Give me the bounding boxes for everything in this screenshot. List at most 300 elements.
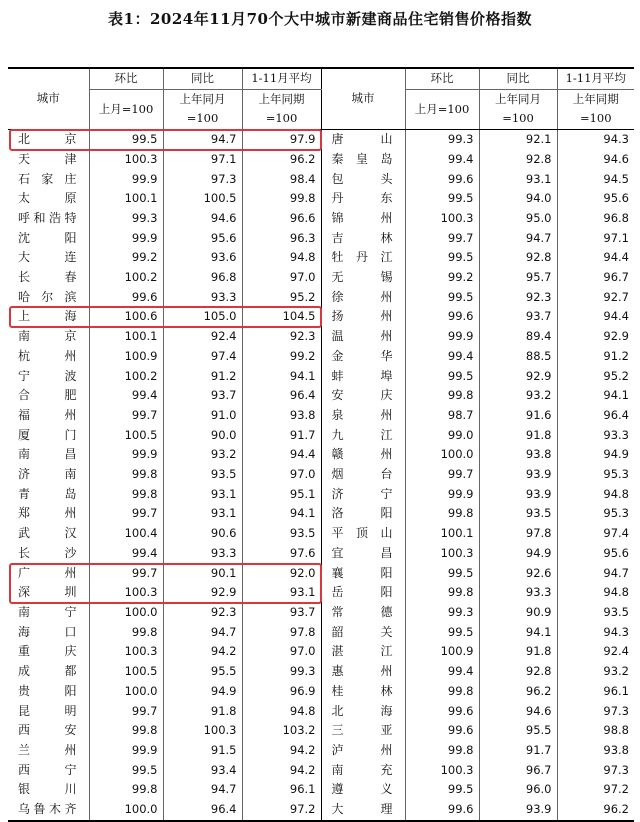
- mom-cell-right: 100.3: [405, 544, 479, 564]
- mom-cell-left: 100.6: [89, 307, 163, 327]
- table-row: [8, 524, 634, 544]
- avg-cell-right: 94.4: [557, 307, 634, 327]
- city-cell-left: 重庆: [18, 644, 77, 659]
- mom-cell-left: 99.8: [89, 485, 163, 505]
- mom-cell-left: 100.3: [89, 150, 163, 170]
- city-cell-left: 南昌: [18, 447, 77, 462]
- avg-cell-right: 94.8: [557, 583, 634, 603]
- city-cell-right: 桂林: [321, 682, 405, 702]
- mom-cell-left: 100.0: [89, 682, 163, 702]
- header-avg-left: 1-11月平均: [242, 68, 321, 89]
- avg-cell-right: 96.4: [557, 406, 634, 426]
- yoy-cell-right: 93.7: [479, 307, 557, 327]
- yoy-cell-right: 91.7: [479, 741, 557, 761]
- avg-cell-right: 92.7: [557, 288, 634, 308]
- table-row: [8, 682, 634, 702]
- yoy-cell-left: 91.8: [163, 702, 242, 722]
- yoy-cell-right: 91.6: [479, 406, 557, 426]
- mom-cell-left: 100.1: [89, 189, 163, 209]
- yoy-cell-left: 92.9: [163, 583, 242, 603]
- table-row: [8, 761, 634, 781]
- avg-cell-right: 93.3: [557, 426, 634, 446]
- city-cell-left: 宁波: [18, 368, 77, 383]
- avg-cell-left: 96.6: [242, 209, 321, 229]
- mom-cell-right: 100.3: [405, 761, 479, 781]
- mom-cell-left: 99.4: [89, 386, 163, 406]
- mom-cell-right: 100.0: [405, 445, 479, 465]
- mom-cell-right: 100.9: [405, 642, 479, 662]
- yoy-cell-left: 93.2: [163, 445, 242, 465]
- header-yoy-sub-left: 上年同月 =100: [163, 89, 242, 129]
- city-cell-right: 金华: [321, 347, 405, 367]
- yoy-cell-right: 92.8: [479, 662, 557, 682]
- city-cell-right: 蚌埠: [321, 367, 405, 387]
- mom-cell-right: 99.2: [405, 268, 479, 288]
- city-cell-left: 大连: [18, 250, 77, 265]
- table-row: [8, 406, 634, 426]
- avg-cell-left: 97.8: [242, 623, 321, 643]
- city-cell-right: 吉林: [321, 229, 405, 249]
- city-cell-right: 北海: [321, 702, 405, 722]
- avg-cell-right: 96.7: [557, 268, 634, 288]
- yoy-cell-left: 94.9: [163, 682, 242, 702]
- header-yoy-left: 同比: [163, 68, 242, 89]
- header-avg-sub-left: 上年同期 =100: [242, 89, 321, 129]
- table-row: [8, 327, 634, 347]
- table-row: [8, 150, 634, 170]
- city-cell-left: 北京: [18, 132, 77, 147]
- mom-cell-right: 99.7: [405, 229, 479, 249]
- yoy-cell-left: 90.0: [163, 426, 242, 446]
- yoy-cell-left: 94.7: [163, 623, 242, 643]
- mom-cell-right: 100.1: [405, 524, 479, 544]
- yoy-cell-right: 94.9: [479, 544, 557, 564]
- mom-cell-left: 99.3: [89, 209, 163, 229]
- city-cell-right: 温州: [321, 327, 405, 347]
- mom-cell-right: 99.8: [405, 583, 479, 603]
- yoy-cell-left: 93.4: [163, 761, 242, 781]
- yoy-cell-right: 89.4: [479, 327, 557, 347]
- yoy-cell-left: 97.1: [163, 150, 242, 170]
- city-cell-right: 丹东: [321, 189, 405, 209]
- yoy-cell-right: 93.1: [479, 170, 557, 190]
- mom-cell-right: 99.0: [405, 426, 479, 446]
- mom-cell-left: 99.7: [89, 406, 163, 426]
- table-row: [8, 130, 634, 150]
- yoy-cell-left: 94.2: [163, 642, 242, 662]
- yoy-cell-right: 94.0: [479, 189, 557, 209]
- city-cell-left: 武汉: [18, 526, 77, 541]
- yoy-cell-left: 91.0: [163, 406, 242, 426]
- yoy-cell-left: 97.4: [163, 347, 242, 367]
- avg-cell-right: 95.3: [557, 465, 634, 485]
- city-cell-left: 青岛: [18, 486, 77, 501]
- avg-cell-left: 91.7: [242, 426, 321, 446]
- mom-cell-left: 99.8: [89, 780, 163, 800]
- yoy-cell-right: 93.9: [479, 465, 557, 485]
- city-cell-left: 长春: [18, 270, 77, 285]
- avg-cell-left: 97.0: [242, 642, 321, 662]
- city-cell-right: 无锡: [321, 268, 405, 288]
- table-row: [8, 623, 634, 643]
- avg-cell-right: 96.8: [557, 209, 634, 229]
- yoy-cell-left: 93.1: [163, 485, 242, 505]
- city-cell-left: 杭州: [18, 348, 77, 363]
- header-mom-left: 环比: [89, 68, 163, 89]
- mom-cell-left: 99.8: [89, 721, 163, 741]
- avg-cell-right: 95.3: [557, 504, 634, 524]
- table-row: [8, 662, 634, 682]
- mom-cell-left: 100.5: [89, 662, 163, 682]
- yoy-cell-right: 93.5: [479, 504, 557, 524]
- avg-cell-right: 94.1: [557, 386, 634, 406]
- avg-cell-right: 97.1: [557, 229, 634, 249]
- city-cell-left: 广州: [18, 565, 77, 580]
- table-row: [8, 347, 634, 367]
- yoy-cell-right: 93.9: [479, 485, 557, 505]
- avg-cell-right: 91.2: [557, 347, 634, 367]
- avg-cell-left: 93.5: [242, 524, 321, 544]
- city-cell-left: 福州: [18, 407, 77, 422]
- city-cell-right: 南充: [321, 761, 405, 781]
- table-row: [8, 229, 634, 249]
- avg-cell-right: 97.4: [557, 524, 634, 544]
- table-row: [8, 367, 634, 387]
- mom-cell-left: 100.4: [89, 524, 163, 544]
- mom-cell-right: 99.8: [405, 386, 479, 406]
- city-cell-right: 常德: [321, 603, 405, 623]
- mom-cell-right: 99.5: [405, 367, 479, 387]
- city-cell-right: 惠州: [321, 662, 405, 682]
- avg-cell-right: 93.5: [557, 603, 634, 623]
- mom-cell-right: 99.3: [405, 603, 479, 623]
- city-cell-right: 洛阳: [321, 504, 405, 524]
- mom-cell-left: 100.3: [89, 583, 163, 603]
- city-cell-right: 烟台: [321, 465, 405, 485]
- mom-cell-left: 100.2: [89, 367, 163, 387]
- avg-cell-right: 97.3: [557, 761, 634, 781]
- city-cell-left: 深圳: [18, 585, 77, 600]
- city-cell-left: 厦门: [18, 427, 77, 442]
- table-row: [8, 288, 634, 308]
- mom-cell-right: 99.8: [405, 741, 479, 761]
- city-cell-right: 三亚: [321, 721, 405, 741]
- yoy-cell-left: 93.6: [163, 248, 242, 268]
- mom-cell-right: 99.6: [405, 702, 479, 722]
- city-cell-left: 呼和浩特: [18, 210, 77, 225]
- avg-cell-right: 94.6: [557, 150, 634, 170]
- yoy-cell-left: 92.3: [163, 603, 242, 623]
- header-avg-sub-right: 上年同期 =100: [557, 89, 634, 129]
- mom-cell-right: 99.6: [405, 307, 479, 327]
- avg-cell-right: 94.3: [557, 130, 634, 150]
- header-city-right: 城市: [321, 68, 405, 130]
- yoy-cell-left: 91.5: [163, 741, 242, 761]
- table-row: [8, 189, 634, 209]
- mom-cell-right: 99.6: [405, 170, 479, 190]
- mom-cell-left: 99.6: [89, 288, 163, 308]
- table-row: [8, 780, 634, 800]
- table-row: [8, 800, 634, 821]
- yoy-cell-right: 90.9: [479, 603, 557, 623]
- table-row: [8, 307, 634, 327]
- mom-cell-left: 100.1: [89, 327, 163, 347]
- mom-cell-right: 99.5: [405, 288, 479, 308]
- city-cell-left: 西安: [18, 723, 77, 738]
- avg-cell-left: 94.8: [242, 248, 321, 268]
- yoy-cell-right: 95.0: [479, 209, 557, 229]
- yoy-cell-left: 96.8: [163, 268, 242, 288]
- mom-cell-left: 99.9: [89, 229, 163, 249]
- mom-cell-left: 99.7: [89, 504, 163, 524]
- mom-cell-right: 99.9: [405, 485, 479, 505]
- city-cell-left: 天津: [18, 151, 77, 166]
- city-cell-right: 襄阳: [321, 564, 405, 584]
- avg-cell-left: 103.2: [242, 721, 321, 741]
- table-row: [8, 603, 634, 623]
- mom-cell-right: 99.4: [405, 347, 479, 367]
- mom-cell-right: 99.4: [405, 150, 479, 170]
- yoy-cell-left: 100.5: [163, 189, 242, 209]
- avg-cell-right: 94.7: [557, 564, 634, 584]
- table-row: [8, 564, 634, 584]
- avg-cell-left: 97.0: [242, 268, 321, 288]
- mom-cell-left: 100.3: [89, 642, 163, 662]
- table-row: [8, 544, 634, 564]
- avg-cell-left: 96.1: [242, 780, 321, 800]
- city-cell-right: 包头: [321, 170, 405, 190]
- avg-cell-right: 92.4: [557, 642, 634, 662]
- avg-cell-right: 95.2: [557, 367, 634, 387]
- yoy-cell-left: 93.5: [163, 465, 242, 485]
- yoy-cell-left: 93.3: [163, 544, 242, 564]
- avg-cell-left: 97.0: [242, 465, 321, 485]
- mom-cell-left: 99.4: [89, 544, 163, 564]
- table-body: [8, 130, 634, 821]
- header-avg-right: 1-11月平均: [557, 68, 634, 89]
- mom-cell-left: 99.9: [89, 445, 163, 465]
- mom-cell-left: 100.9: [89, 347, 163, 367]
- city-cell-left: 上海: [18, 309, 77, 324]
- city-cell-left: 合肥: [18, 388, 77, 403]
- avg-cell-left: 94.2: [242, 761, 321, 781]
- avg-cell-left: 97.2: [242, 800, 321, 821]
- city-cell-right: 韶关: [321, 623, 405, 643]
- mom-cell-left: 99.5: [89, 761, 163, 781]
- avg-cell-left: 95.2: [242, 288, 321, 308]
- avg-cell-right: 97.3: [557, 702, 634, 722]
- avg-cell-right: 98.8: [557, 721, 634, 741]
- city-cell-right: 安庆: [321, 386, 405, 406]
- city-cell-left: 郑州: [18, 506, 77, 521]
- yoy-cell-left: 100.3: [163, 721, 242, 741]
- city-cell-right: 扬州: [321, 307, 405, 327]
- yoy-cell-left: 91.2: [163, 367, 242, 387]
- city-cell-right: 徐州: [321, 288, 405, 308]
- mom-cell-left: 100.0: [89, 603, 163, 623]
- table-row: [8, 504, 634, 524]
- yoy-cell-right: 95.7: [479, 268, 557, 288]
- avg-cell-left: 94.2: [242, 741, 321, 761]
- avg-cell-right: 93.2: [557, 662, 634, 682]
- mom-cell-left: 99.7: [89, 702, 163, 722]
- table-row: [8, 426, 634, 446]
- city-cell-right: 泸州: [321, 741, 405, 761]
- avg-cell-left: 99.3: [242, 662, 321, 682]
- mom-cell-right: 99.7: [405, 465, 479, 485]
- yoy-cell-right: 92.3: [479, 288, 557, 308]
- mom-cell-right: 99.6: [405, 800, 479, 821]
- table-row: [8, 170, 634, 190]
- avg-cell-left: 98.4: [242, 170, 321, 190]
- avg-cell-left: 93.7: [242, 603, 321, 623]
- avg-cell-left: 97.6: [242, 544, 321, 564]
- mom-cell-left: 99.5: [89, 130, 163, 150]
- yoy-cell-left: 94.7: [163, 130, 242, 150]
- yoy-cell-right: 93.3: [479, 583, 557, 603]
- avg-cell-right: 96.2: [557, 800, 634, 821]
- yoy-cell-right: 91.8: [479, 642, 557, 662]
- avg-cell-left: 96.4: [242, 386, 321, 406]
- mom-cell-right: 99.8: [405, 504, 479, 524]
- city-cell-right: 锦州: [321, 209, 405, 229]
- mom-cell-right: 99.5: [405, 248, 479, 268]
- mom-cell-right: 99.5: [405, 780, 479, 800]
- city-cell-left: 银川: [18, 782, 77, 797]
- city-cell-left: 济南: [18, 467, 77, 482]
- avg-cell-left: 99.2: [242, 347, 321, 367]
- mom-cell-left: 99.8: [89, 623, 163, 643]
- avg-cell-left: 96.9: [242, 682, 321, 702]
- city-cell-left: 沈阳: [18, 230, 77, 245]
- city-cell-left: 哈尔滨: [18, 289, 77, 304]
- yoy-cell-right: 93.2: [479, 386, 557, 406]
- yoy-cell-left: 90.6: [163, 524, 242, 544]
- yoy-cell-left: 94.6: [163, 209, 242, 229]
- avg-cell-left: 94.1: [242, 504, 321, 524]
- table-row: [8, 702, 634, 722]
- yoy-cell-right: 91.8: [479, 426, 557, 446]
- mom-cell-left: 100.5: [89, 426, 163, 446]
- city-cell-right: 唐山: [321, 130, 405, 150]
- table-row: [8, 268, 634, 288]
- table-row: [8, 209, 634, 229]
- table-row: [8, 642, 634, 662]
- mom-cell-left: 100.0: [89, 800, 163, 821]
- table-title: 表1：2024年11月70个大中城市新建商品住宅销售价格指数: [108, 10, 532, 28]
- avg-cell-left: 94.8: [242, 702, 321, 722]
- table-row: [8, 386, 634, 406]
- city-cell-left: 南宁: [18, 604, 77, 619]
- city-cell-right: 泉州: [321, 406, 405, 426]
- yoy-cell-right: 94.7: [479, 229, 557, 249]
- mom-cell-right: 100.3: [405, 209, 479, 229]
- yoy-cell-right: 94.1: [479, 623, 557, 643]
- avg-cell-left: 93.1: [242, 583, 321, 603]
- city-cell-right: 遵义: [321, 780, 405, 800]
- avg-cell-left: 96.3: [242, 229, 321, 249]
- yoy-cell-left: 105.0: [163, 307, 242, 327]
- mom-cell-right: 99.5: [405, 623, 479, 643]
- avg-cell-left: 92.3: [242, 327, 321, 347]
- table-row: [8, 741, 634, 761]
- mom-cell-left: 99.8: [89, 465, 163, 485]
- mom-cell-right: 99.9: [405, 327, 479, 347]
- table-header: [8, 68, 634, 130]
- yoy-cell-right: 92.8: [479, 248, 557, 268]
- mom-cell-right: 99.3: [405, 130, 479, 150]
- city-cell-left: 贵阳: [18, 683, 77, 698]
- yoy-cell-left: 93.1: [163, 504, 242, 524]
- city-cell-right: 大理: [321, 800, 405, 821]
- avg-cell-left: 99.8: [242, 189, 321, 209]
- avg-cell-right: 95.6: [557, 189, 634, 209]
- header-mom-sub-right: 上月=100: [405, 89, 479, 129]
- table-row: [8, 583, 634, 603]
- avg-cell-right: 96.1: [557, 682, 634, 702]
- city-cell-left: 乌鲁木齐: [8, 800, 89, 821]
- mom-cell-right: 99.5: [405, 189, 479, 209]
- table-row: [8, 485, 634, 505]
- avg-cell-left: 96.2: [242, 150, 321, 170]
- city-cell-right: 九江: [321, 426, 405, 446]
- avg-cell-right: 94.9: [557, 445, 634, 465]
- yoy-cell-right: 96.2: [479, 682, 557, 702]
- mom-cell-right: 99.8: [405, 682, 479, 702]
- city-cell-right: 牡丹江: [321, 248, 405, 268]
- avg-cell-right: 94.8: [557, 485, 634, 505]
- yoy-cell-right: 92.9: [479, 367, 557, 387]
- yoy-cell-right: 88.5: [479, 347, 557, 367]
- yoy-cell-right: 95.5: [479, 721, 557, 741]
- avg-cell-left: 104.5: [242, 307, 321, 327]
- mom-cell-right: 99.5: [405, 564, 479, 584]
- header-yoy-sub-right: 上年同月 =100: [479, 89, 557, 129]
- avg-cell-right: 97.2: [557, 780, 634, 800]
- table-row: [8, 248, 634, 268]
- mom-cell-left: 99.7: [89, 564, 163, 584]
- avg-cell-right: 94.4: [557, 248, 634, 268]
- city-cell-right: 湛江: [321, 642, 405, 662]
- avg-cell-left: 97.9: [242, 130, 321, 150]
- city-cell-right: 平顶山: [321, 524, 405, 544]
- yoy-cell-left: 96.4: [163, 800, 242, 821]
- table-row: [8, 721, 634, 741]
- city-cell-left: 石家庄: [18, 171, 77, 186]
- yoy-cell-left: 93.3: [163, 288, 242, 308]
- city-cell-left: 成都: [18, 664, 77, 679]
- yoy-cell-right: 96.7: [479, 761, 557, 781]
- yoy-cell-left: 97.3: [163, 170, 242, 190]
- city-cell-right: 宜昌: [321, 544, 405, 564]
- avg-cell-right: 93.8: [557, 741, 634, 761]
- mom-cell-right: 99.4: [405, 662, 479, 682]
- city-cell-right: 秦皇岛: [321, 150, 405, 170]
- yoy-cell-right: 96.0: [479, 780, 557, 800]
- city-cell-left: 昆明: [18, 703, 77, 718]
- avg-cell-left: 95.1: [242, 485, 321, 505]
- city-cell-left: 海口: [18, 624, 77, 639]
- yoy-cell-right: 92.8: [479, 150, 557, 170]
- mom-cell-left: 99.9: [89, 170, 163, 190]
- header-yoy-right: 同比: [479, 68, 557, 89]
- city-cell-left: 太原: [18, 191, 77, 206]
- header-mom-right: 环比: [405, 68, 479, 89]
- yoy-cell-left: 94.7: [163, 780, 242, 800]
- city-cell-left: 长沙: [18, 545, 77, 560]
- mom-cell-left: 99.2: [89, 248, 163, 268]
- mom-cell-left: 100.2: [89, 268, 163, 288]
